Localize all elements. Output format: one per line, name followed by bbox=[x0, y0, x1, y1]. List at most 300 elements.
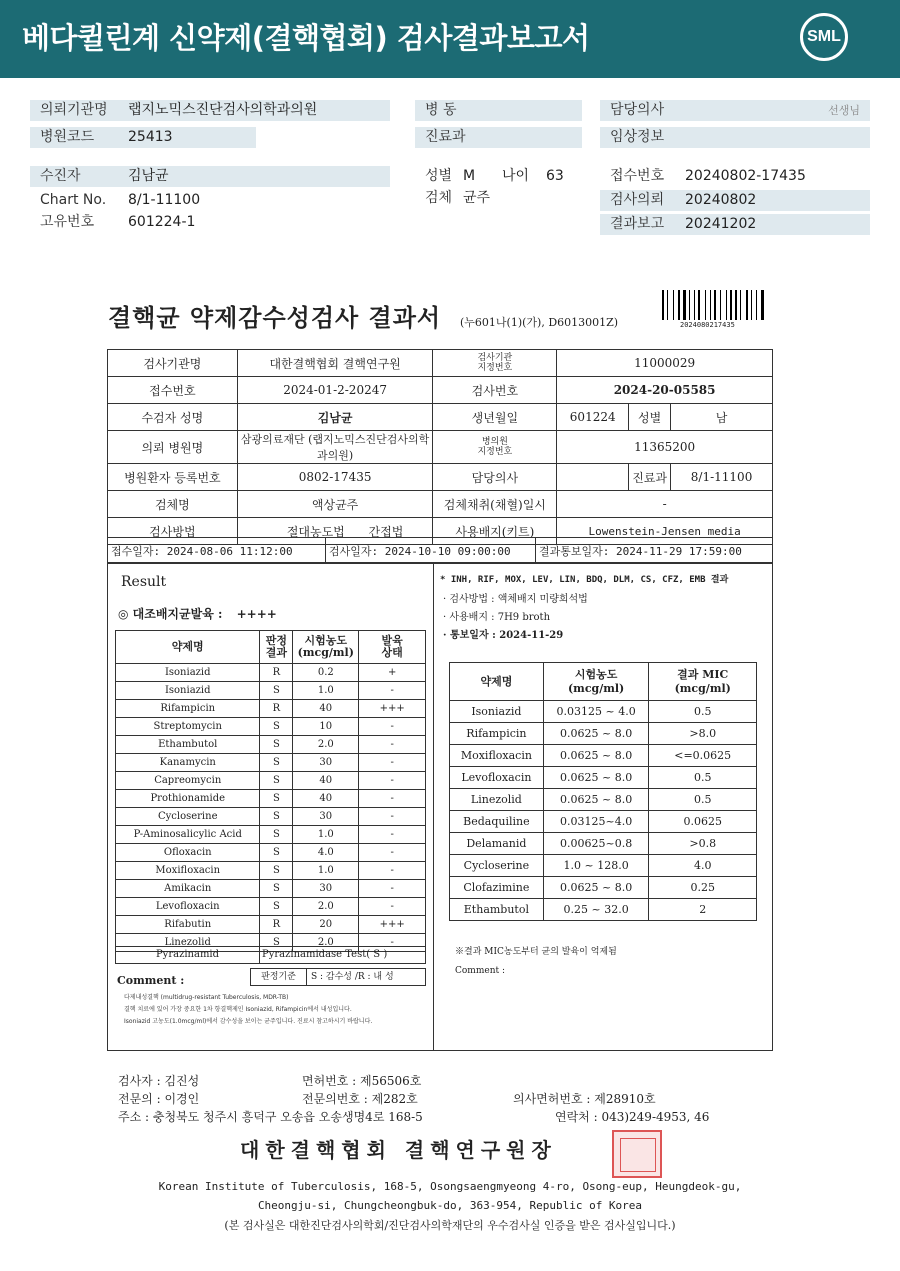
barcode-bar bbox=[707, 290, 709, 320]
table-cell: 0.03125 ~ 4.0 bbox=[543, 701, 649, 723]
table-cell: >8.0 bbox=[649, 723, 757, 745]
chart-value: 8/1-11100 bbox=[128, 192, 201, 208]
specimen-value: 균주 bbox=[463, 190, 491, 206]
info-row bbox=[108, 431, 773, 464]
comment-label: Comment : bbox=[117, 974, 185, 987]
hospital-label: 의뢰 병원명 bbox=[108, 431, 238, 464]
registration-label: 병원환자 등록번호 bbox=[108, 464, 238, 491]
table-cell: S bbox=[260, 808, 293, 826]
report-date-field bbox=[600, 214, 870, 235]
info-row bbox=[108, 350, 773, 377]
info-table bbox=[107, 349, 773, 545]
chart-field bbox=[30, 190, 390, 211]
report-header bbox=[0, 0, 900, 78]
table-row bbox=[450, 767, 757, 789]
barcode-bar bbox=[694, 290, 695, 320]
table-row bbox=[116, 664, 426, 682]
gender-label: 성별 bbox=[629, 404, 671, 431]
barcode-bar bbox=[689, 290, 690, 320]
media-value: Lowenstein-Jensen media bbox=[557, 518, 773, 545]
sml-logo-icon bbox=[800, 13, 848, 61]
mic-method-line: · 사용배지 : 7H9 broth bbox=[443, 612, 551, 623]
mic-heading: * INH, RIF, MOX, LEV, LIN, BDQ, DLM, CS, CFZ, EMB 결과 bbox=[440, 575, 729, 585]
table-cell: 1.0 bbox=[293, 682, 359, 700]
colony-label: ◎ 대조배지균발육 : bbox=[118, 607, 223, 621]
table-row bbox=[450, 877, 757, 899]
barcode-bar bbox=[765, 290, 766, 320]
specimen-field bbox=[415, 188, 585, 209]
table-cell: +++ bbox=[359, 916, 426, 934]
barcode-bar bbox=[687, 290, 688, 320]
table-cell: R bbox=[260, 700, 293, 718]
table-cell: 30 bbox=[293, 880, 359, 898]
column-header: 발육 상태 bbox=[359, 631, 426, 664]
barcode-bar bbox=[746, 290, 748, 320]
age-label: 나이 bbox=[502, 168, 530, 184]
divider bbox=[325, 538, 326, 562]
table-cell: - bbox=[359, 790, 426, 808]
column-header: 시험농도 (mcg/ml) bbox=[293, 631, 359, 664]
table-cell: Levofloxacin bbox=[116, 898, 260, 916]
barcode-bar bbox=[730, 290, 732, 320]
institution-value: 랩지노믹스진단검사의학과의원 bbox=[128, 102, 318, 118]
column-header: 약제명 bbox=[450, 663, 544, 701]
specialist: 전문의 : 이경인 bbox=[118, 1092, 200, 1106]
test-no-label: 검사번호 bbox=[433, 377, 557, 404]
table-cell: Moxifloxacin bbox=[116, 862, 260, 880]
barcode-bar bbox=[726, 290, 727, 320]
sex-label: 성별 bbox=[425, 168, 453, 184]
table-row bbox=[450, 855, 757, 877]
criteria-label: 판정기준 bbox=[251, 969, 307, 985]
method-label: 검사방법 bbox=[108, 518, 238, 545]
media-label: 사용배지(키트) bbox=[433, 518, 557, 545]
patient-name-value: 김남균 bbox=[128, 168, 169, 184]
table-cell: >0.8 bbox=[649, 833, 757, 855]
table-cell: <=0.0625 bbox=[649, 745, 757, 767]
table-cell: Rifampicin bbox=[450, 723, 544, 745]
comment-note: Isoniazid 고농도(1.0mcg/ml)에서 감수성을 보이는 균주입니다. 진료시 참고하시기 바랍니다. bbox=[124, 1018, 373, 1025]
table-header-row bbox=[450, 663, 757, 701]
logo-text: SML bbox=[807, 28, 841, 45]
table-row bbox=[116, 916, 426, 934]
hospital-id-label: 병의원 지정번호 bbox=[433, 431, 557, 464]
table-cell: +++ bbox=[359, 700, 426, 718]
table-cell: S bbox=[260, 682, 293, 700]
criteria-box bbox=[250, 968, 426, 986]
ward-field bbox=[415, 100, 582, 121]
info-row bbox=[108, 377, 773, 404]
table-row bbox=[116, 682, 426, 700]
barcode-bar bbox=[740, 290, 741, 320]
barcode-bar bbox=[728, 290, 729, 320]
table-cell: Streptomycin bbox=[116, 718, 260, 736]
table-cell: - bbox=[359, 754, 426, 772]
barcode-bar bbox=[710, 290, 711, 320]
mic-body bbox=[450, 701, 757, 921]
table-cell: 0.03125~4.0 bbox=[543, 811, 649, 833]
table-cell: - bbox=[359, 826, 426, 844]
collection-label: 검체채취(채혈)일시 bbox=[433, 491, 557, 518]
table-cell: 1.0 bbox=[293, 826, 359, 844]
table-cell: 0.0625 ~ 8.0 bbox=[543, 723, 649, 745]
table-cell: 2.0 bbox=[293, 898, 359, 916]
barcode-bar bbox=[735, 290, 737, 320]
column-header: 판정 결과 bbox=[260, 631, 293, 664]
mic-method-line: · 통보일자 : 2024-11-29 bbox=[443, 630, 564, 641]
gender-value: 남 bbox=[671, 404, 773, 431]
table-row bbox=[116, 790, 426, 808]
mic-method-lines bbox=[443, 591, 588, 645]
table-cell: S bbox=[260, 718, 293, 736]
contact: 연락처 : 043)249-4953, 46 bbox=[555, 1110, 710, 1124]
table-cell: S bbox=[260, 898, 293, 916]
barcode-bar bbox=[665, 290, 666, 320]
table-row bbox=[116, 700, 426, 718]
ward-label: 병 동 bbox=[425, 102, 457, 118]
table-cell: Ethambutol bbox=[116, 736, 260, 754]
table-cell: 1.0 ~ 128.0 bbox=[543, 855, 649, 877]
barcode-bar bbox=[673, 290, 674, 320]
barcode-bar bbox=[701, 290, 704, 320]
table-cell: 4.0 bbox=[649, 855, 757, 877]
barcode-bar bbox=[662, 290, 664, 320]
table-cell: Ethambutol bbox=[450, 899, 544, 921]
table-row bbox=[450, 833, 757, 855]
table-cell: S bbox=[260, 826, 293, 844]
specimen-label: 검체 bbox=[425, 190, 453, 206]
table-cell: 40 bbox=[293, 772, 359, 790]
barcode-bar bbox=[720, 290, 721, 320]
hospital-code-field bbox=[30, 127, 256, 148]
patient-name-field bbox=[30, 166, 390, 187]
table-cell: Levofloxacin bbox=[450, 767, 544, 789]
table-cell: 0.0625 ~ 8.0 bbox=[543, 789, 649, 811]
notify-date: 결과통보일자: 2024-11-29 17:59:00 bbox=[539, 545, 742, 558]
sex-age-field bbox=[415, 166, 585, 187]
table-row bbox=[450, 701, 757, 723]
barcode-bar bbox=[714, 290, 716, 320]
info-row bbox=[108, 404, 773, 431]
english-address-1: Korean Institute of Tuberculosis, 168-5, Osongsaengmyeong 4-ro, Osong-eup, Heungdeok-gu, bbox=[158, 1180, 742, 1193]
examiner: 검사자 : 김진성 bbox=[118, 1074, 200, 1088]
table-cell: 20 bbox=[293, 916, 359, 934]
chart-label: Chart No. bbox=[40, 192, 107, 208]
table-cell: S bbox=[260, 862, 293, 880]
report-code: (누601나(1)(가), D6013001Z) bbox=[460, 316, 619, 329]
table-cell: 0.0625 bbox=[649, 811, 757, 833]
info-row bbox=[108, 464, 773, 491]
registration-value: 0802-17435 bbox=[237, 464, 433, 491]
mic-method-line: · 검사방법 : 액체배지 미량희석법 bbox=[443, 594, 588, 605]
barcode-bar bbox=[696, 290, 697, 320]
barcode-bar bbox=[705, 290, 706, 320]
table-cell: Ofloxacin bbox=[116, 844, 260, 862]
doctor-suffix: 선생님 bbox=[828, 104, 860, 117]
sex-value: M bbox=[463, 168, 476, 184]
barcode-bar bbox=[733, 290, 734, 320]
official-seal-icon bbox=[612, 1130, 662, 1178]
certification-note: (본 검사실은 대한진단검사의학회/진단검사의학재단의 우수검사실 인증을 받은 검사실입니다.) bbox=[224, 1219, 676, 1232]
barcode-bar bbox=[756, 290, 757, 320]
table-cell: Rifabutin bbox=[116, 916, 260, 934]
table-cell: 0.0625 ~ 8.0 bbox=[543, 877, 649, 899]
table-cell: Cycloserine bbox=[450, 855, 544, 877]
table-cell: Bedaquiline bbox=[450, 811, 544, 833]
test-no-value: 2024-20-05585 bbox=[557, 377, 773, 404]
clinical-field bbox=[600, 127, 870, 148]
report-date-label: 결과보고 bbox=[610, 216, 665, 232]
table-header-row bbox=[116, 631, 426, 664]
table-cell: Delamanid bbox=[450, 833, 544, 855]
barcode-bar bbox=[712, 290, 713, 320]
request-value: 20240802 bbox=[685, 192, 757, 208]
table-cell: Isoniazid bbox=[116, 682, 260, 700]
lab-value: 대한결핵협회 결핵연구원 bbox=[237, 350, 433, 377]
table-cell: 0.25 ~ 32.0 bbox=[543, 899, 649, 921]
barcode-bar bbox=[761, 290, 764, 320]
barcode-bar bbox=[683, 290, 686, 320]
subject-name-label: 수검자 성명 bbox=[108, 404, 238, 431]
table-cell: S bbox=[260, 790, 293, 808]
institution-label: 의뢰기관명 bbox=[40, 102, 108, 118]
table-cell: 0.0625 ~ 8.0 bbox=[543, 745, 649, 767]
divider bbox=[535, 538, 536, 562]
hospital-code-label: 병원코드 bbox=[40, 129, 95, 145]
table-cell: - bbox=[359, 718, 426, 736]
table-cell: - bbox=[359, 736, 426, 754]
table-cell: Cycloserine bbox=[116, 808, 260, 826]
test-date: 검사일자: 2024-10-10 09:00:00 bbox=[329, 545, 511, 558]
table-cell: 0.2 bbox=[293, 664, 359, 682]
table-cell: 2 bbox=[649, 899, 757, 921]
table-cell: 2.0 bbox=[293, 736, 359, 754]
pyrazinamid-label: Pyrazinamid bbox=[116, 947, 260, 963]
barcode-bar bbox=[698, 290, 700, 320]
report-header-title: 베다퀼린계 신약제(결핵협회) 검사결과보고서 bbox=[22, 21, 590, 55]
result-heading: Result bbox=[121, 574, 167, 590]
uid-value: 601224-1 bbox=[128, 214, 196, 230]
barcode-bar bbox=[753, 290, 755, 320]
table-row bbox=[116, 754, 426, 772]
table-cell: 0.00625~0.8 bbox=[543, 833, 649, 855]
table-cell: Rifampicin bbox=[116, 700, 260, 718]
attending-value bbox=[557, 464, 629, 491]
table-row bbox=[116, 898, 426, 916]
table-cell: 1.0 bbox=[293, 862, 359, 880]
subject-name-value: 김남균 bbox=[237, 404, 433, 431]
colony-value: ++++ bbox=[236, 607, 277, 621]
barcode-bar bbox=[749, 290, 750, 320]
table-cell: S bbox=[260, 844, 293, 862]
table-row bbox=[116, 736, 426, 754]
barcode-bar bbox=[675, 290, 677, 320]
uid-label: 고유번호 bbox=[40, 214, 95, 230]
info-row bbox=[108, 491, 773, 518]
colony-growth bbox=[118, 605, 277, 622]
column-header: 시험농도 (mcg/ml) bbox=[543, 663, 649, 701]
pyrazinamid-row bbox=[115, 946, 426, 964]
table-cell: 30 bbox=[293, 808, 359, 826]
table-row bbox=[116, 772, 426, 790]
mic-comment-label: Comment : bbox=[455, 966, 506, 976]
table-cell: 0.0625 ~ 8.0 bbox=[543, 767, 649, 789]
receipt-date: 접수일자: 2024-08-06 11:12:00 bbox=[111, 545, 293, 558]
clinical-label: 임상정보 bbox=[610, 129, 665, 145]
table-cell: Amikacin bbox=[116, 880, 260, 898]
barcode-icon bbox=[662, 290, 772, 320]
mic-note: ※결과 MIC농도부터 균의 발육이 억제됨 bbox=[455, 947, 617, 957]
report-title: 결핵균 약제감수성검사 결과서 bbox=[108, 303, 442, 332]
collection-value: - bbox=[557, 491, 773, 518]
barcode-bar bbox=[669, 290, 672, 320]
solid-media-table bbox=[115, 630, 426, 952]
address: 주소 : 충청북도 청주시 흥덕구 오송읍 오송생명4로 168-5 bbox=[118, 1110, 423, 1124]
specimen-name-label: 검체명 bbox=[108, 491, 238, 518]
department-label: 진료과 bbox=[629, 464, 671, 491]
barcode-bar bbox=[667, 290, 668, 320]
comment-notes bbox=[124, 992, 372, 1028]
table-cell: Isoniazid bbox=[450, 701, 544, 723]
dates-row bbox=[107, 537, 773, 563]
department-value: 8/1-11100 bbox=[671, 464, 773, 491]
table-cell: 0.5 bbox=[649, 701, 757, 723]
uid-field bbox=[30, 212, 390, 233]
table-cell: - bbox=[359, 880, 426, 898]
table-cell: Isoniazid bbox=[116, 664, 260, 682]
barcode-bar bbox=[742, 290, 745, 320]
request-field bbox=[600, 190, 870, 211]
table-row bbox=[116, 844, 426, 862]
barcode-bar bbox=[722, 290, 725, 320]
receipt-field bbox=[600, 166, 870, 187]
table-cell: 30 bbox=[293, 754, 359, 772]
hospital-id-value: 11365200 bbox=[557, 431, 773, 464]
table-cell: S bbox=[260, 754, 293, 772]
table-row bbox=[116, 808, 426, 826]
doctor-field bbox=[600, 100, 870, 121]
receipt-value: 20240802-17435 bbox=[685, 168, 806, 184]
method-absolute: 절대농도법 bbox=[286, 524, 345, 539]
table-cell: S bbox=[260, 934, 293, 952]
table-cell: S bbox=[260, 880, 293, 898]
table-cell: Linezolid bbox=[116, 934, 260, 952]
institution-field bbox=[30, 100, 390, 121]
table-cell: Clofazimine bbox=[450, 877, 544, 899]
table-cell: R bbox=[260, 664, 293, 682]
table-row bbox=[450, 789, 757, 811]
results-divider bbox=[433, 563, 434, 1051]
table-cell: - bbox=[359, 772, 426, 790]
table-row bbox=[450, 745, 757, 767]
table-cell: 4.0 bbox=[293, 844, 359, 862]
table-row bbox=[116, 826, 426, 844]
receipt-no-value: 2024-01-2-20247 bbox=[237, 377, 433, 404]
table-cell: 0.5 bbox=[649, 789, 757, 811]
table-cell: - bbox=[359, 808, 426, 826]
table-cell: Capreomycin bbox=[116, 772, 260, 790]
attending-label: 담당의사 bbox=[433, 464, 557, 491]
table-row bbox=[450, 899, 757, 921]
table-row bbox=[450, 723, 757, 745]
table-cell: S bbox=[260, 772, 293, 790]
hospital-code-value: 25413 bbox=[128, 129, 173, 145]
table-row bbox=[116, 862, 426, 880]
table-cell: - bbox=[359, 862, 426, 880]
column-header: 결과 MIC (mcg/ml) bbox=[649, 663, 757, 701]
table-cell: - bbox=[359, 934, 426, 952]
table-row bbox=[116, 880, 426, 898]
table-cell: 0.5 bbox=[649, 767, 757, 789]
receipt-label: 접수번호 bbox=[610, 168, 665, 184]
criteria-value: S : 감수성 /R : 내 성 bbox=[311, 972, 394, 982]
table-cell: 10 bbox=[293, 718, 359, 736]
table-cell: 0.25 bbox=[649, 877, 757, 899]
mic-table bbox=[449, 662, 757, 921]
solid-media-body bbox=[116, 664, 426, 952]
age-value: 63 bbox=[546, 168, 564, 184]
table-cell: + bbox=[359, 664, 426, 682]
specimen-name-value: 액상균주 bbox=[237, 491, 433, 518]
dept-field bbox=[415, 127, 582, 148]
barcode-bar bbox=[678, 290, 680, 320]
barcode-bar bbox=[758, 290, 760, 320]
barcode-bar bbox=[751, 290, 752, 320]
request-label: 검사의뢰 bbox=[610, 192, 665, 208]
barcode-number: 2024080217435 bbox=[680, 321, 735, 329]
table-cell: 2.0 bbox=[293, 934, 359, 952]
table-cell: R bbox=[260, 916, 293, 934]
doctor-label: 담당의사 bbox=[610, 102, 665, 118]
table-cell: - bbox=[359, 898, 426, 916]
table-cell: Kanamycin bbox=[116, 754, 260, 772]
report-date-value: 20241202 bbox=[685, 216, 757, 232]
table-cell: Linezolid bbox=[450, 789, 544, 811]
barcode-bar bbox=[738, 290, 739, 320]
table-cell: - bbox=[359, 844, 426, 862]
birth-label: 생년월일 bbox=[433, 404, 557, 431]
doctor-license: 의사면허번호 : 제28910호 bbox=[513, 1092, 656, 1106]
table-row bbox=[450, 811, 757, 833]
specialist-license: 전문의번호 : 제282호 bbox=[302, 1092, 418, 1106]
examiner-license: 면허번호 : 제56506호 bbox=[302, 1074, 422, 1088]
method-indirect: 간접법 bbox=[368, 524, 404, 539]
lab-id-label: 검사기관 지정번호 bbox=[433, 350, 557, 377]
table-cell: Moxifloxacin bbox=[450, 745, 544, 767]
receipt-no-label: 접수번호 bbox=[108, 377, 238, 404]
table-row bbox=[116, 718, 426, 736]
patient-name-label: 수진자 bbox=[40, 168, 81, 184]
dept-label: 진료과 bbox=[425, 129, 466, 145]
lab-label: 검사기관명 bbox=[108, 350, 238, 377]
english-address-2: Cheongju-si, Chungcheongbuk-do, 363-954, Republic of Korea bbox=[257, 1199, 643, 1212]
column-header: 약제명 bbox=[116, 631, 260, 664]
barcode-bar bbox=[691, 290, 693, 320]
comment-note: 다제내성결핵 (multidrug-resistant Tuberculosis, MDR-TB) bbox=[124, 994, 289, 1001]
institute-name: 대한결핵협회 결핵연구원장 bbox=[240, 1138, 557, 1162]
table-cell: P-Aminosalicylic Acid bbox=[116, 826, 260, 844]
birth-value: 601224 bbox=[557, 404, 629, 431]
table-cell: S bbox=[260, 736, 293, 754]
hospital-value: 삼광의료재단 (랩지노믹스진단검사의학과의원) bbox=[237, 431, 433, 464]
table-cell: 40 bbox=[293, 790, 359, 808]
barcode-bar bbox=[717, 290, 719, 320]
table-cell: 40 bbox=[293, 700, 359, 718]
pyrazinamid-value: Pyrazinamidase Test( S ) bbox=[262, 949, 388, 960]
comment-note: 결핵 치료에 있어 가장 중요한 1차 항결핵제인 Isoniazid, Rifampicin에서 내성입니다. bbox=[124, 1006, 352, 1013]
barcode-bar bbox=[681, 290, 682, 320]
lab-id-value: 11000029 bbox=[557, 350, 773, 377]
